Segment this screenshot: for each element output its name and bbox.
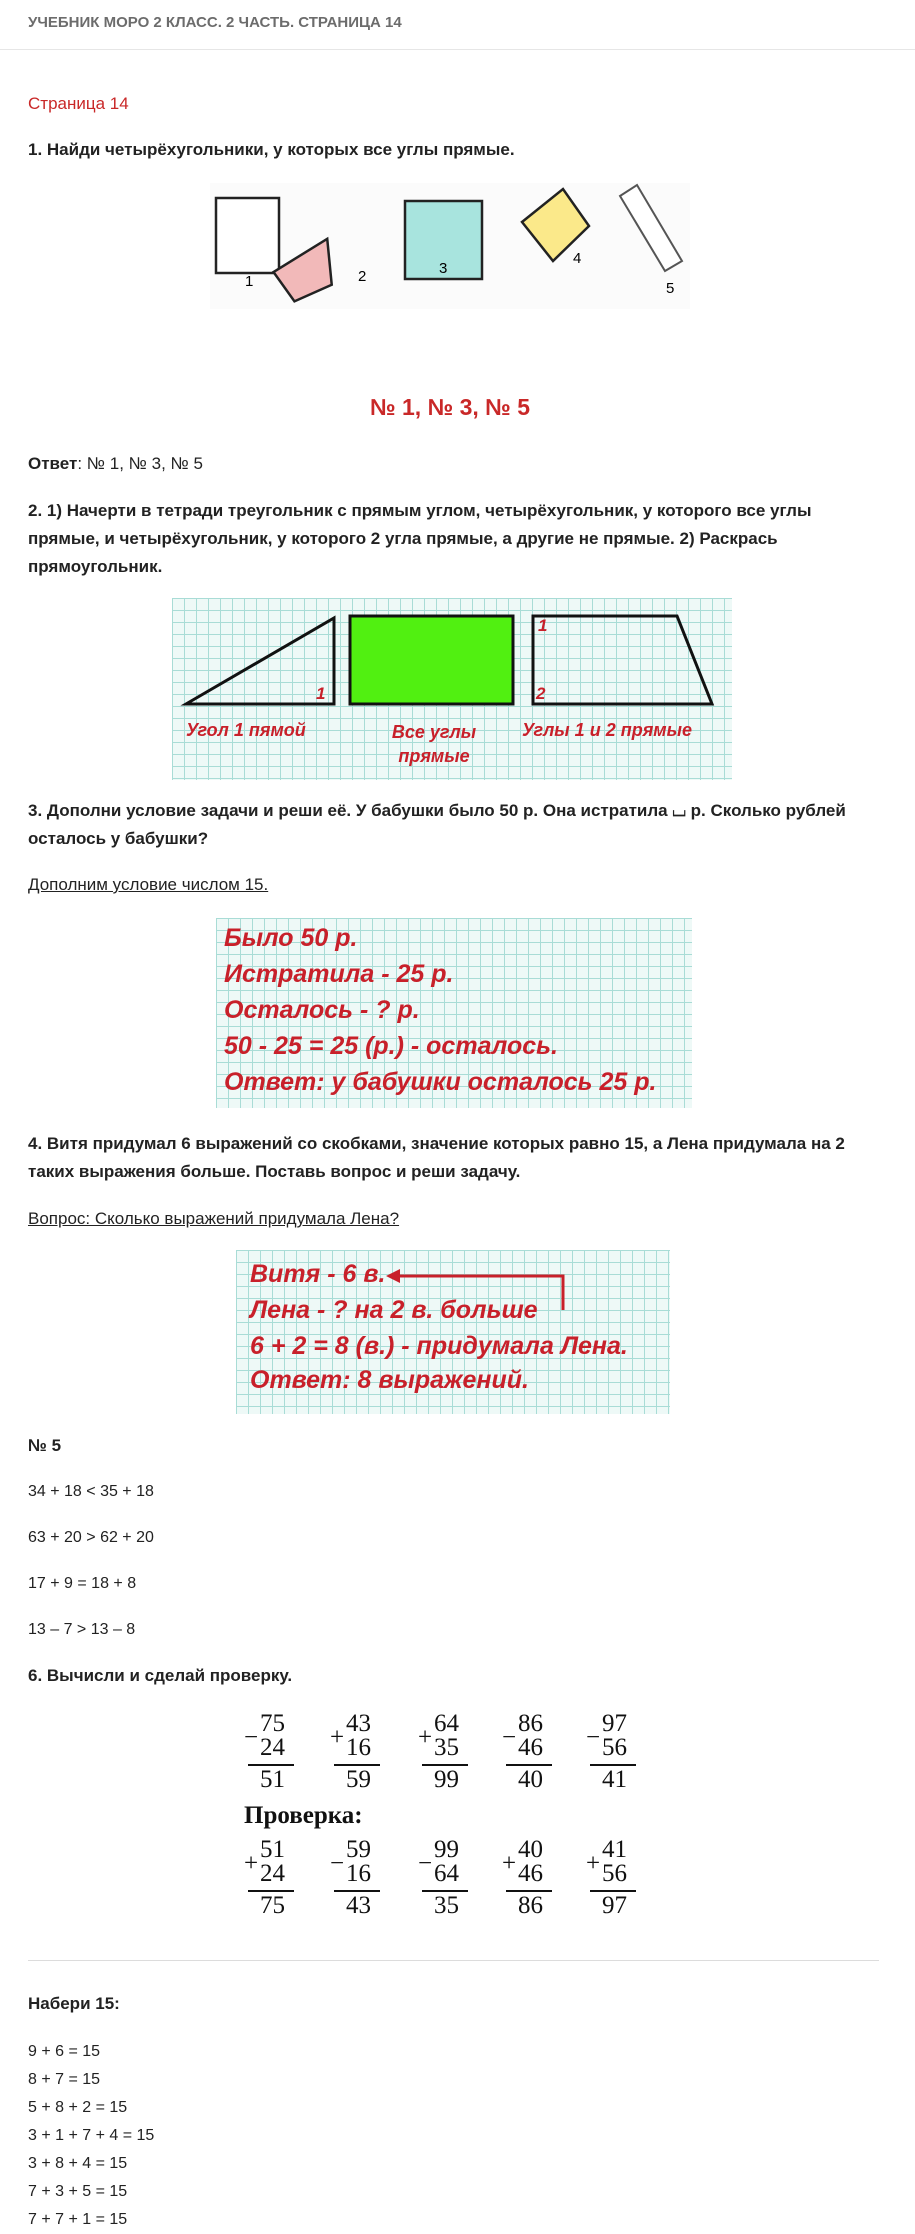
task3-line-1: Было 50 р. [224, 924, 358, 952]
operand-a: 41 [602, 1836, 627, 1863]
operand-a: 43 [346, 1710, 371, 1737]
operand-b: 56 [602, 1734, 627, 1761]
task4-line-1: Витя - 6 в. [250, 1260, 386, 1288]
computation-column-2 [330, 1710, 394, 1798]
result: 51 [260, 1766, 285, 1793]
result: 41 [602, 1766, 627, 1793]
task7-line-3: 5 + 8 + 2 = 15 [28, 2099, 128, 2116]
check-column-3 [418, 1836, 482, 1924]
result: 43 [346, 1892, 371, 1919]
check-column-5 [586, 1836, 650, 1924]
task1-shapes-figure [210, 183, 690, 309]
rectangle-caption-1: Все углы [391, 722, 477, 742]
shape-5-slanted-rectangle [620, 185, 682, 271]
task4-line-2: Лена - ? на 2 в. больше [250, 1296, 538, 1324]
operand-b: 16 [346, 1860, 371, 1887]
result: 99 [434, 1766, 459, 1793]
answer-label: Ответ [28, 454, 78, 473]
computation-column-4 [502, 1710, 566, 1798]
rectangle-caption-2: прямые [398, 746, 470, 766]
operand-b: 56 [602, 1860, 627, 1887]
operator-sign: − [502, 1724, 517, 1751]
operand-a: 75 [260, 1710, 285, 1737]
operand-b: 24 [260, 1734, 285, 1761]
check-column-2 [330, 1836, 394, 1924]
shape-label-2: 2 [358, 268, 367, 285]
result: 35 [434, 1892, 459, 1919]
operand-a: 86 [518, 1710, 543, 1737]
operand-a: 99 [434, 1836, 459, 1863]
operand-a: 51 [260, 1836, 285, 1863]
operator-sign: + [586, 1850, 601, 1877]
operand-a: 40 [518, 1836, 543, 1863]
right-triangle [186, 618, 334, 704]
task5-line-2: 63 + 20 > 62 + 20 [28, 1529, 154, 1546]
computation-column-1 [244, 1710, 308, 1798]
computation-column-5 [586, 1710, 650, 1798]
trapezoid-corner-label-1: 1 [538, 616, 548, 635]
task6-question: 6. Вычисли и сделай проверку. [28, 1666, 293, 1685]
page-label: Страница 14 [28, 94, 129, 113]
task7-line-7: 7 + 7 + 1 = 15 [28, 2211, 128, 2228]
task3-question: 3. Дополни условие задачи и реши её. У бабушки было 50 р. Она истратила ⌴ р. Сколько рублей осталось у бабушки? [28, 801, 846, 848]
task1-answer [28, 450, 203, 478]
shape-label-4: 4 [573, 250, 582, 267]
answer-text: : № 1, № 3, № 5 [77, 454, 203, 473]
operand-a: 59 [346, 1836, 371, 1863]
triangle-corner-label: 1 [316, 684, 326, 703]
operator-sign: − [586, 1724, 601, 1751]
result: 97 [602, 1892, 627, 1919]
result: 75 [260, 1892, 285, 1919]
task5-line-1: 34 + 18 < 35 + 18 [28, 1483, 154, 1500]
shape-label-3: 3 [439, 260, 448, 277]
right-trapezoid [533, 616, 712, 704]
triangle-caption: Угол 1 пямой [186, 720, 306, 740]
task3-grid-figure [216, 918, 692, 1108]
operand-b: 16 [346, 1734, 371, 1761]
quadrilaterals-drawing [210, 183, 690, 309]
trapezoid-caption: Углы 1 и 2 прямые [522, 720, 692, 740]
task7-title: Набери 15: [28, 1994, 120, 2013]
task1-figure-answer: № 1, № 3, № 5 [369, 394, 531, 420]
task4-note: Вопрос: Сколько выражений придумала Лена? [28, 1209, 400, 1228]
operand-b: 64 [434, 1860, 459, 1887]
operator-sign: − [330, 1850, 345, 1877]
green-rectangle [350, 616, 513, 704]
operator-sign: + [418, 1724, 433, 1751]
task4-line-3: 6 + 2 = 8 (в.) - придумала Лена. [250, 1332, 628, 1360]
task5-line-4: 13 – 7 > 13 – 8 [28, 1621, 136, 1638]
shape-label-1: 1 [245, 273, 254, 290]
operand-b: 24 [260, 1860, 285, 1887]
task1-question: 1. Найди четырёхугольники, у которых все углы прямые. [28, 140, 515, 159]
result: 86 [518, 1892, 543, 1919]
task3-line-2: Истратила - 25 р. [224, 960, 454, 988]
task4-question: 4. Витя придумал 6 выражений со скобками, значение которых равно 15, а Лена придумала на 2 таких выражения больше. Поставь вопрос и реши задачу. [28, 1134, 845, 1181]
task3-line-5: Ответ: у бабушки осталось 25 р. [224, 1068, 657, 1096]
task5-line-3: 17 + 9 = 18 + 8 [28, 1575, 137, 1592]
result: 40 [518, 1766, 543, 1793]
operator-sign: − [244, 1724, 259, 1751]
operand-b: 46 [518, 1734, 543, 1761]
result: 59 [346, 1766, 371, 1793]
task4-grid-figure [236, 1250, 670, 1414]
task3-note: Дополним условие числом 15. [28, 875, 269, 894]
check-column-1 [244, 1836, 308, 1924]
task4-line-4: Ответ: 8 выражений. [250, 1366, 529, 1394]
operator-sign: + [244, 1850, 259, 1877]
operator-sign: + [330, 1724, 345, 1751]
column-arithmetic-figure [230, 1710, 670, 1926]
check-label: Проверка: [244, 1802, 363, 1829]
operand-a: 64 [434, 1710, 459, 1737]
page-header [0, 0, 915, 50]
task3-line-3: Осталось - ? р. [224, 996, 420, 1024]
operand-b: 46 [518, 1860, 543, 1887]
operand-b: 35 [434, 1734, 459, 1761]
task7-line-1: 9 + 6 = 15 [28, 2043, 101, 2060]
section-divider [28, 1960, 879, 1961]
task7-line-5: 3 + 8 + 4 = 15 [28, 2155, 128, 2172]
page-header-title: УЧЕБНИК МОРО 2 КЛАСС. 2 ЧАСТЬ. СТРАНИЦА 14 [28, 14, 402, 31]
task3-line-4: 50 - 25 = 25 (р.) - осталось. [224, 1032, 558, 1060]
operator-sign: − [418, 1850, 433, 1877]
computation-column-3 [418, 1710, 482, 1798]
operand-a: 97 [602, 1710, 627, 1737]
shape-label-5: 5 [666, 280, 675, 297]
check-column-4 [502, 1836, 566, 1924]
task5-title: № 5 [28, 1436, 62, 1455]
task7-line-4: 3 + 1 + 7 + 4 = 15 [28, 2127, 155, 2144]
task7-line-2: 8 + 7 = 15 [28, 2071, 101, 2088]
task2-grid-figure [172, 598, 732, 780]
shape-1-rectangle [216, 198, 279, 273]
operator-sign: + [502, 1850, 517, 1877]
task2-question: 2. 1) Начерти в тетради треугольник с прямым углом, четырёхугольник, у которого все углы прямые, и четырёхугольник, у которого 2 угла прямые, а другие не прямые. 2) Раскрась прямоугольник. [28, 501, 812, 576]
task7-line-6: 7 + 3 + 5 = 15 [28, 2183, 128, 2200]
trapezoid-corner-label-2: 2 [536, 684, 546, 703]
